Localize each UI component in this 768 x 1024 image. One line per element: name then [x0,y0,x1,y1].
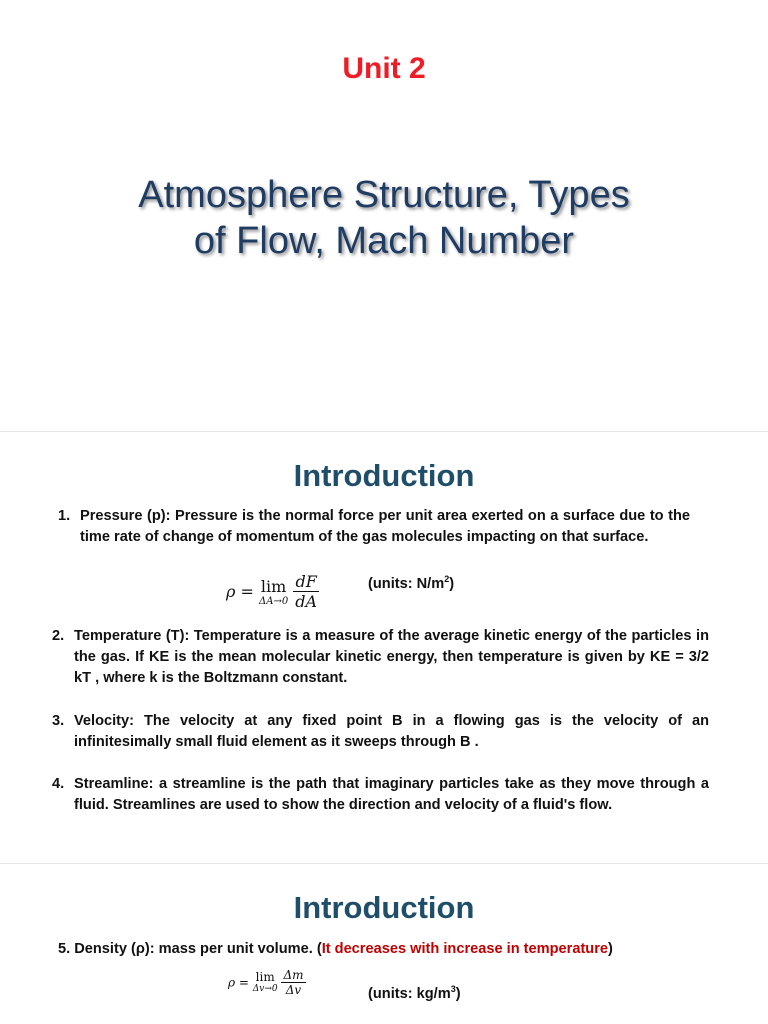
density-units [368,984,461,1002]
list-number: 1. [58,508,71,524]
list-item-pressure [58,506,690,548]
limit-symbol: lim [260,576,287,596]
fraction-numerator: dF [295,572,317,591]
limit-symbol: lim [255,970,275,984]
formula-fraction [293,572,319,611]
formula-fraction [281,968,305,997]
list-item-text: Velocity: The velocity at any fixed point B in a flowing gas is the velocity of an infinitesimally small fluid element as it sweeps through B . [74,713,709,750]
list-item-density [58,939,718,960]
formula-lhs: ρ = [228,975,249,990]
limit-subscript: ΔA→0 [259,595,289,607]
fraction-numerator: Δm [283,968,304,982]
section-heading: Introduction [293,890,475,925]
list-number: 2. [52,628,65,644]
units-exponent: 3 [450,984,456,994]
list-item-text: Density (ρ): mass per unit volume. ( [74,941,322,957]
list-item-text: Streamline: a streamline is the path that imaginary particles take as they move through a fluid. Streamlines are used to show the direction and velocity of a fluid's flow. [74,776,709,813]
fraction-denominator: dA [295,592,318,611]
note-close: ) [608,941,613,957]
slide-title-line1: Atmosphere Structure, Types [138,174,630,216]
list-item-streamline [52,774,709,816]
fraction-denominator: Δv [285,983,302,997]
slide-title [40,172,728,264]
list-item-text: Pressure (p): Pressure is the normal force per unit area exerted on a surface due to the time rate of change of momentum of the gas molecules impacting on that surface. [80,508,690,545]
units-exponent: 2 [444,574,450,584]
formula-limit [259,577,288,607]
units-close: ) [455,985,461,1002]
introduction-slide-1 [0,432,768,864]
list-item-temperature [52,626,709,689]
limit-subscript: Δv→0 [252,984,278,994]
density-formula [228,968,306,997]
highlight-note: It decreases with increase in temperature [321,941,609,957]
units-close: ) [449,575,455,592]
pressure-formula [226,572,319,611]
formula-lhs: ρ = [226,582,254,601]
slide-title-line2: of Flow, Mach Number [193,220,575,262]
section-heading: Introduction [293,458,475,493]
pressure-units [368,574,454,592]
list-number: 4. [52,776,65,792]
list-number: 5. [58,941,71,957]
list-item-text: Temperature (T): Temperature is a measure of the average kinetic energy of the particles in the gas. If KE is the mean molecular kinetic energy, then temperature is given by KE = 3/2 kT , where k is the Boltzmann constant. [74,628,709,686]
units-text: (units: kg/m [368,985,451,1002]
formula-limit [253,970,278,995]
list-number: 3. [52,713,65,729]
list-item-velocity [52,711,709,753]
units-text: (units: N/m [368,575,445,592]
title-slide [0,0,768,432]
introduction-slide-2 [0,864,768,1024]
unit-label: Unit 2 [342,52,426,85]
